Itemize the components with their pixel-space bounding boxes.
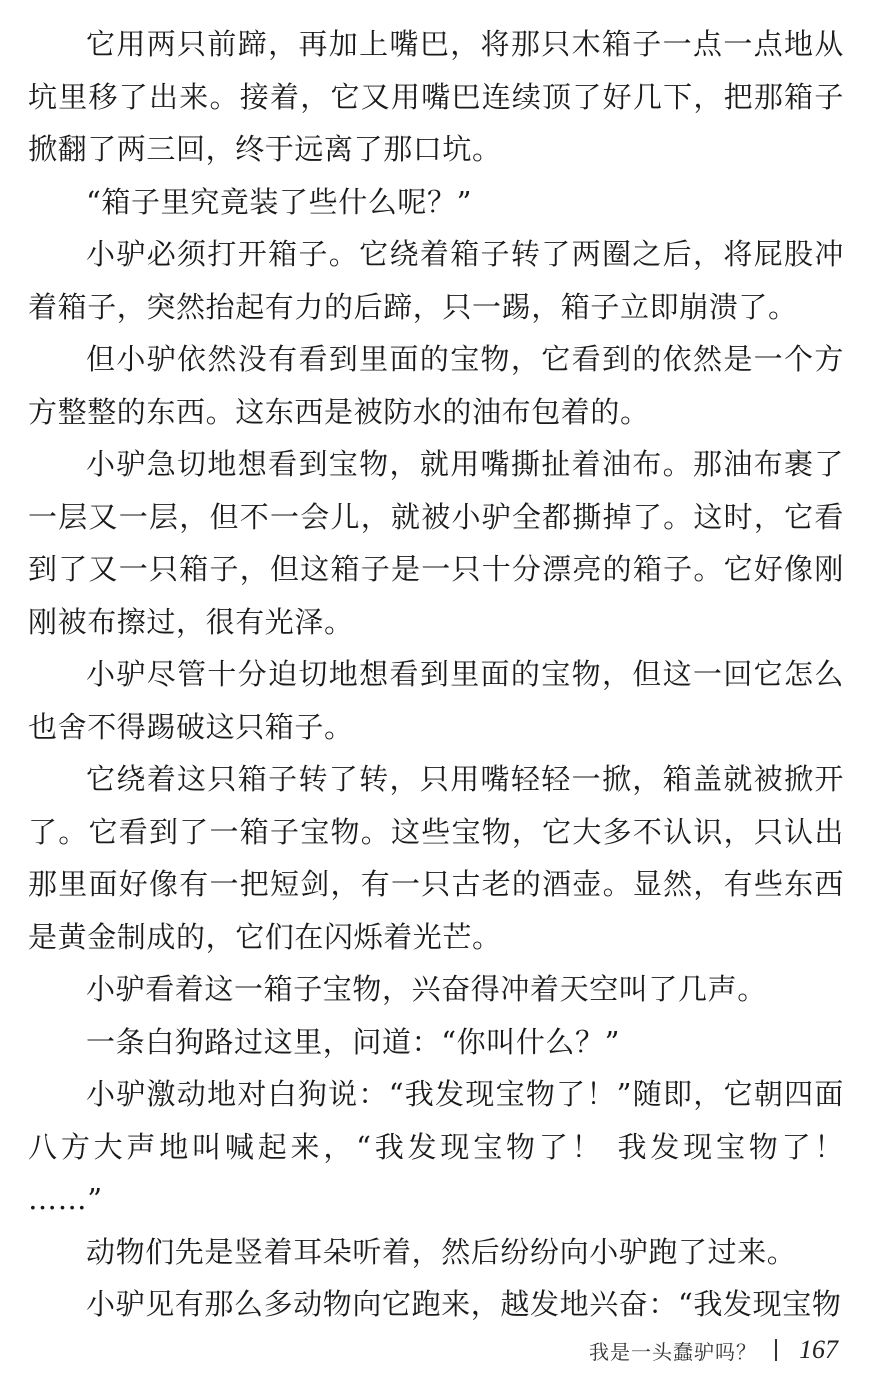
page-footer — [589, 1330, 838, 1370]
running-title: 我是一头蠢驴吗？ — [589, 1339, 757, 1364]
paragraph-4: 但小驴依然没有看到里面的宝物，它看到的依然是一个方方整整的东西。这东西是被防水的油布包着的。 — [28, 342, 844, 429]
page-body — [28, 18, 844, 1331]
paragraph-7: 它绕着这只箱子转了转，只用嘴轻轻一掀，箱盖就被掀开了。它看到了一箱子宝物。这些宝物，它大多不认识，只认出那里面好像有一把短剑，有一只古老的酒壶。显然，有些东西是黄金制成的，它们在闪烁着光芒。 — [28, 762, 844, 954]
paragraph-11: 动物们先是竖着耳朵听着，然后纷纷向小驴跑了过来。 — [86, 1234, 797, 1269]
paragraph-5: 小驴急切地想看到宝物，就用嘴撕扯着油布。那油布裹了一层又一层，但不一会儿，就被小驴全都撕掉了。这时，它看到了又一只箱子，但这箱子是一只十分漂亮的箱子。它好像刚刚被布擦过，很有光泽。 — [28, 447, 844, 639]
paragraph-3: 小驴必须打开箱子。它绕着箱子转了两圈之后，将屁股冲着箱子，突然抬起有力的后蹄，只一踢，箱子立即崩溃了。 — [28, 237, 844, 324]
paragraph-9: 一条白狗路过这里，问道：“你叫什么？” — [86, 1024, 621, 1059]
paragraph-2: “箱子里究竟装了些什么呢？” — [86, 184, 473, 219]
paragraph-8: 小驴看着这一箱子宝物，兴奋得冲着天空叫了几声。 — [86, 972, 767, 1006]
paragraph-6: 小驴尽管十分迫切地想看到里面的宝物，但这一回它怎么也舍不得踢破这只箱子。 — [28, 657, 844, 744]
paragraph-12: 小驴见有那么多动物向它跑来，越发地兴奋：“我发现宝物 — [86, 1287, 842, 1321]
paragraph-10: 小驴激动地对白狗说：“我发现宝物了！”随即，它朝四面八方大声地叫喊起来，“我发现宝物了！ 我发现宝物了！ ……” — [28, 1077, 844, 1216]
page-number: 167 — [799, 1335, 838, 1364]
footer-divider — [775, 1339, 777, 1361]
paragraph-1: 它用两只前蹄，再加上嘴巴，将那只木箱子一点一点地从坑里移了出来。接着，它又用嘴巴连续顶了好几下，把那箱子掀翻了两三回，终于远离了那口坑。 — [28, 27, 844, 166]
